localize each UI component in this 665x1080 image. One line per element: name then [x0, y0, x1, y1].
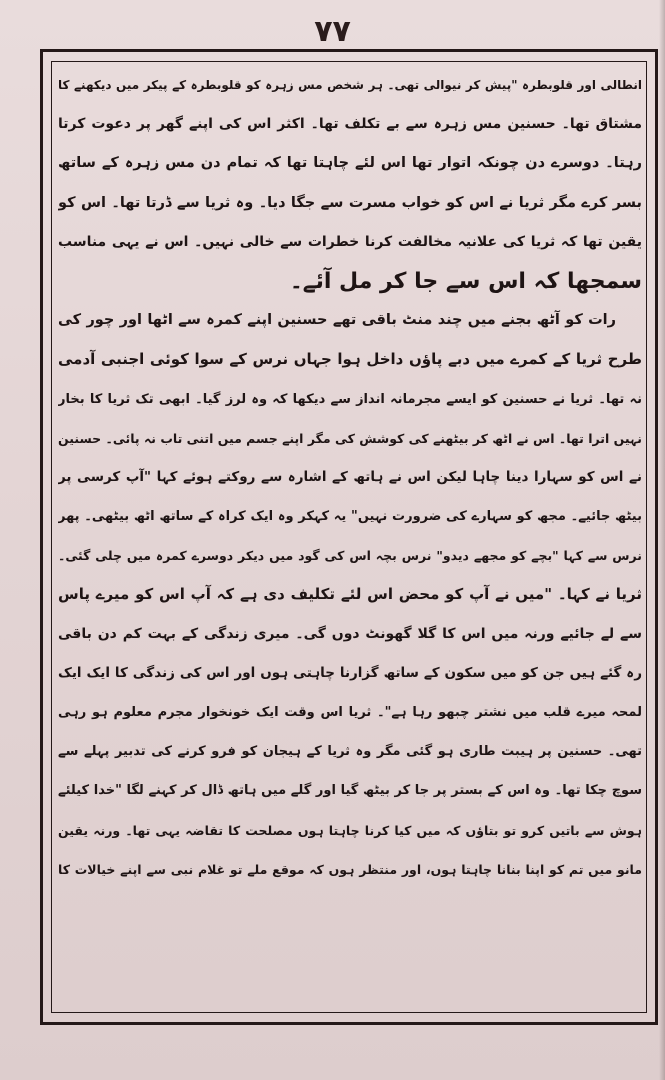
text-line: رات کو آٹھ بجنے میں چند منٹ باقی تھے حسنین اپنے کمرہ سے اٹھا اور چور کی	[58, 312, 616, 329]
text-line: یقین تھا کہ ثریا کی علانیہ مخالفت کرنا خطرات سے خالی نہیں۔ اس نے یہی مناسب	[58, 233, 642, 250]
text-line: رہ گئے ہیں جن کو میں سکون کے ساتھ گزارنا چاہتی ہوں اور اس کی زندگی کا ایک ایک	[58, 664, 642, 681]
page-number: ۷۷	[314, 14, 351, 49]
text-line: نہ تھا۔ ثریا نے حسنین کو ایسے مجرمانہ انداز سے دیکھا کہ وہ لرز گیا۔ ابھی تک ثریا کا بخار	[58, 391, 642, 407]
text-line: مشتاق تھا۔ حسنین مس زہرہ سے بے تکلف تھا۔ اکثر اس کی اپنے گھر پر دعوت کرتا	[58, 116, 642, 133]
text-line: بسر کرے مگر ثریا نے اس کو خواب مسرت سے جگا دیا۔ وہ ثریا سے ڈرتا تھا۔ اس کو	[58, 194, 642, 211]
text-line: ہوش سے باتیں کرو تو بتاؤں کہ میں کیا کرنا چاہتا ہوں مصلحت کا تقاضہ یہی تھا۔ ورنہ یقین	[58, 822, 642, 838]
text-line: نے اس کو سہارا دینا چاہا لیکن اس نے ہاتھ کے اشارہ سے روکتے ہوئے کہا "آپ کرسی پر	[58, 468, 642, 485]
text-line: نہیں اترا تھا۔ اس نے اٹھ کر بیٹھنے کی کوشش کی مگر اپنے جسم میں اتنی تاب نہ پائی۔ حسنین	[58, 430, 642, 446]
page-edge-shadow	[659, 0, 665, 1080]
text-line: تھی۔ حسنین پر ہیبت طاری ہو گئی مگر وہ ثریا کے ہیجان کو فرو کرنے کی تدبیر پہلے سے	[58, 744, 642, 760]
text-line: بیٹھ جائیے۔ مجھ کو سہارے کی ضرورت نہیں" یہ کہکر وہ ایک کراہ کے ساتھ اٹھ بیٹھی۔ پھر	[58, 509, 642, 525]
text-line: طرح ثریا کے کمرے میں دبے پاؤں داخل ہوا جہاں نرس کے سوا کوئی اجنبی آدمی	[58, 350, 642, 369]
text-line: سمجھا کہ اس سے جا کر مل آئے۔	[289, 268, 642, 294]
text-line: ثریا نے کہا۔ "میں نے آپ کو محض اس لئے تکلیف دی ہے کہ آپ اس کو میرے پاس	[58, 585, 642, 604]
body-text	[58, 66, 642, 889]
text-line: لمحہ میرے قلب میں نشتر چبھو رہا ہے"۔ ثریا اس وقت ایک خونخوار مجرم معلوم ہو رہی	[58, 705, 642, 720]
text-line: نرس سے کہا "بچے کو مجھے دیدو" نرس بچہ اس کی گود میں دیکر دوسرے کمرہ میں چلی گئی۔	[58, 548, 642, 564]
text-line: رہتا۔ دوسرے دن چونکہ اتوار تھا اس لئے چاہتا تھا کہ تمام دن مس زہرہ کے ساتھ	[58, 155, 642, 172]
text-line: سے لے جائیے ورنہ میں اس کا گلا گھونٹ دوں گی۔ میری زندگی کے بہت کم دن باقی	[58, 625, 642, 642]
text-line: مانو میں تم کو اپنا بنانا چاہتا ہوں، اور منتظر ہوں کہ موقع ملے تو غلام نبی سے اپنے خیالات کا	[58, 861, 642, 877]
text-line: سوچ چکا تھا۔ وہ اس کے بستر پر جا کر بیٹھ گیا اور گلے میں ہاتھ ڈال کر کہنے لگا "خدا کیلئے	[58, 783, 642, 799]
text-line: انطالی اور قلوبطرہ "پیش کر نیوالی تھی۔ ہر شخص مس زہرہ کو قلوبطرہ کے پیکر میں دیکھنے کا	[58, 78, 642, 92]
